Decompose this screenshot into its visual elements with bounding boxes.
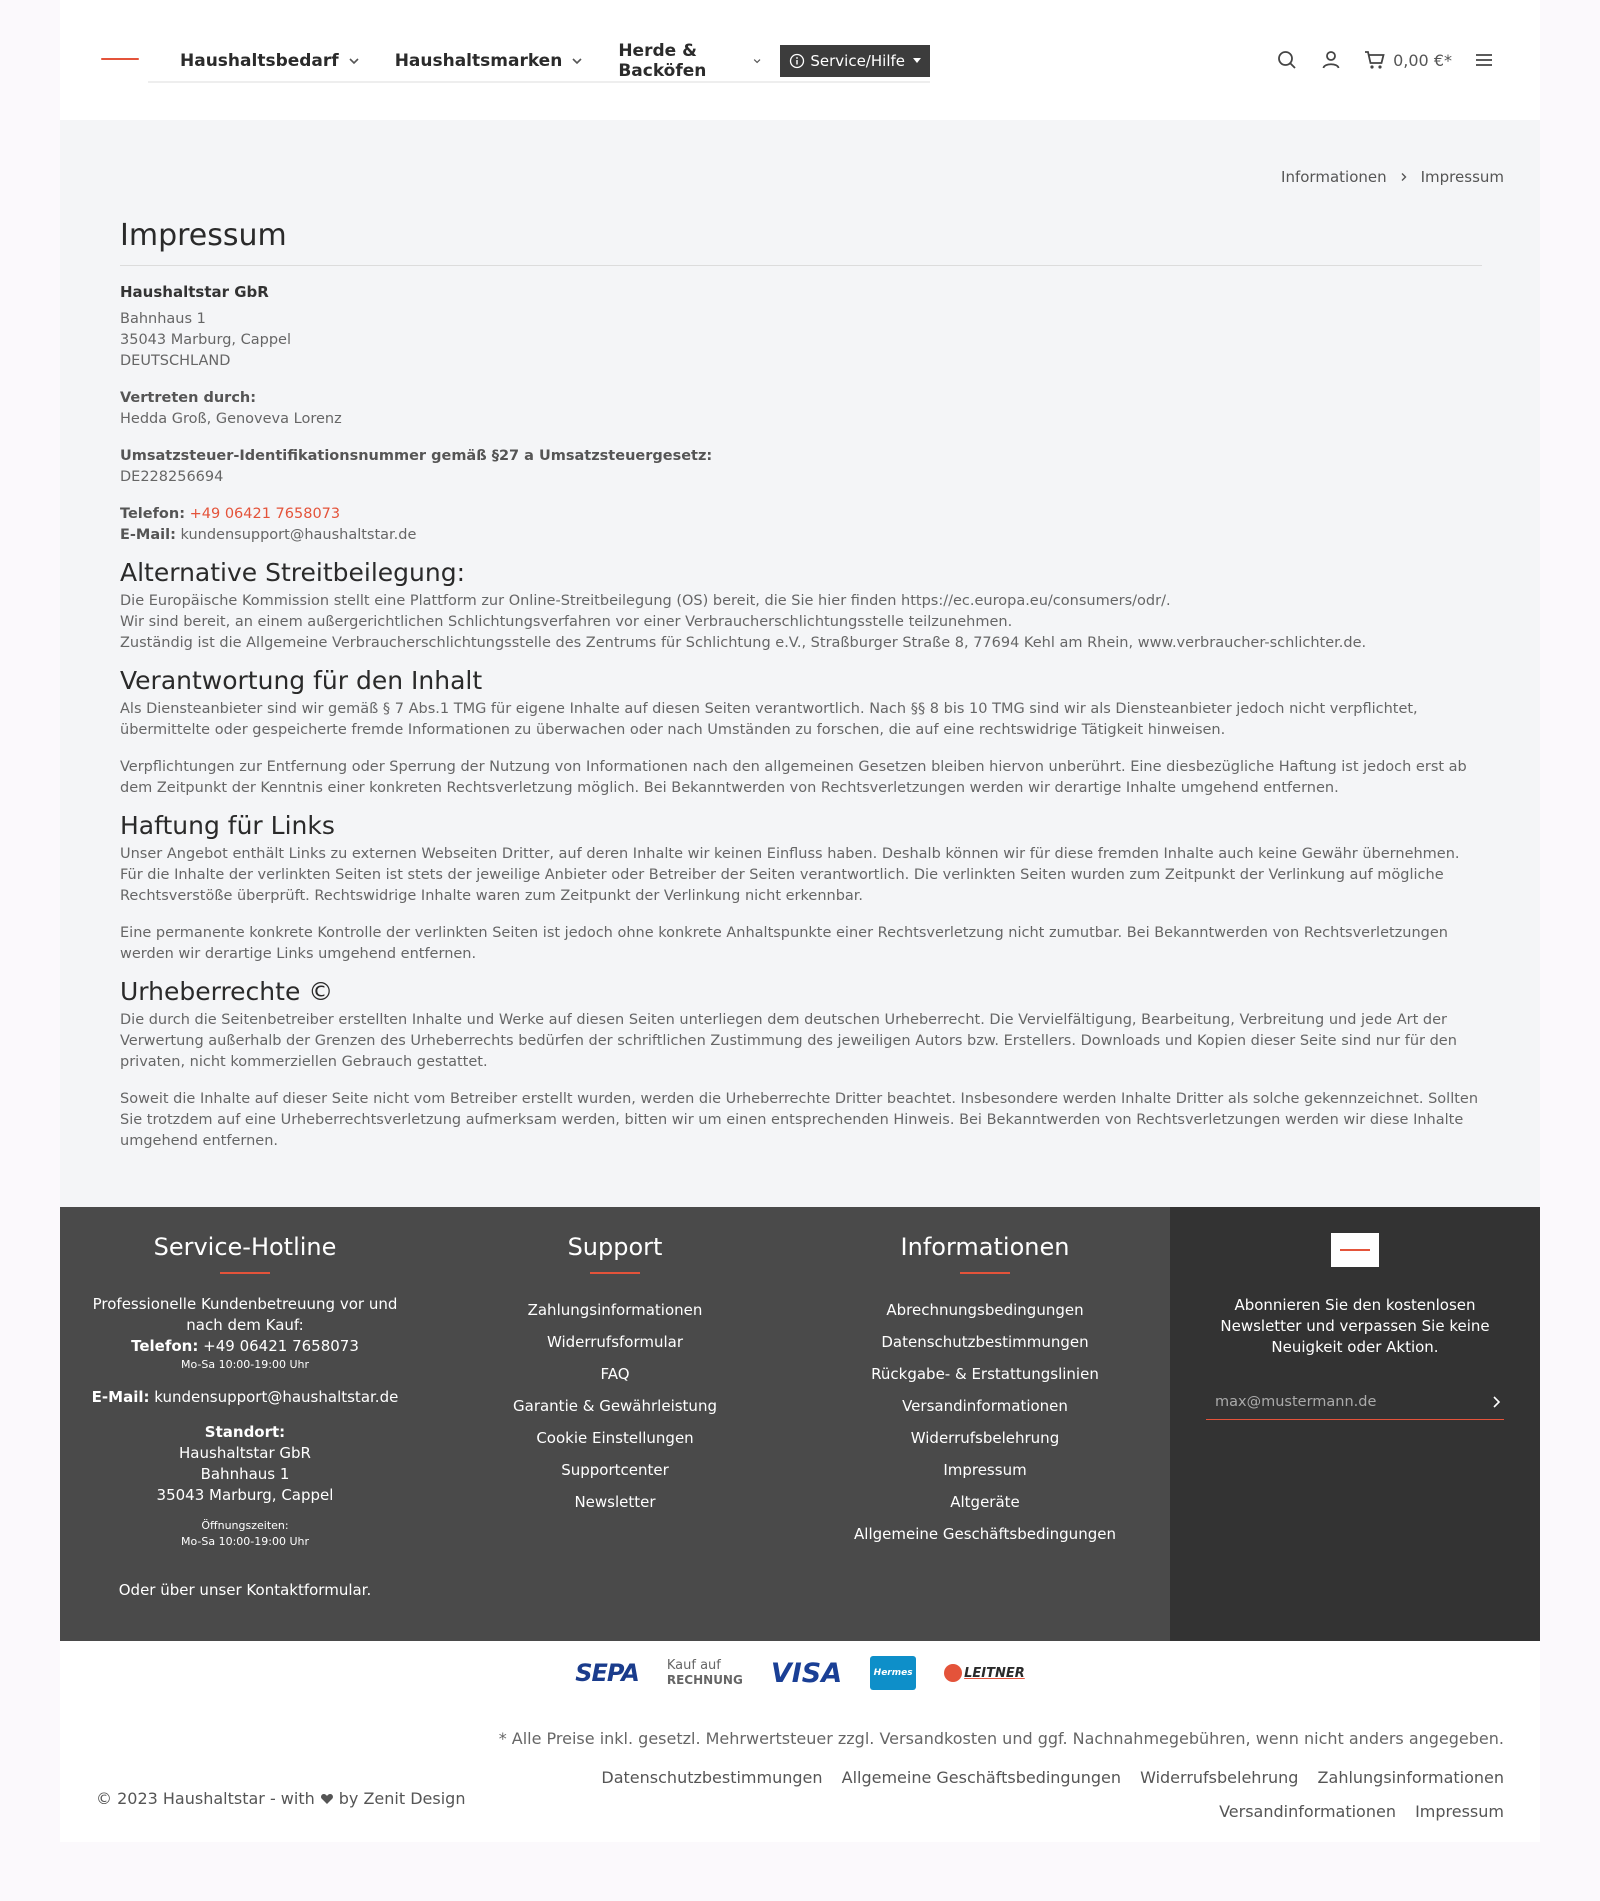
- footer-link[interactable]: Cookie Einstellungen: [536, 1429, 694, 1447]
- company-name: Haushaltstar GbR: [120, 283, 269, 301]
- heading-underline: [960, 1272, 1010, 1274]
- section-text: Die Europäische Kommission stellt eine Plattform zur Online-Streitbeilegung (OS) bereit, die Sie hier finden https://ec.europa.eu/consumers/odr/. Wir sind bereit, an einem außergerichtlichen Schlichtungsverfahren vor einer Verbraucherschlichtungsstelle teilzunehmen. Zuständig ist die Allgemeine Verbraucherschlichtungsstelle des Zentrums für Schlichtung e.V., Straßburger Straße 8, 77694 Kehl am Rhein, www.verbraucher-schlichter.de.: [120, 593, 1367, 651]
- newsletter-form: [1206, 1384, 1504, 1420]
- bottom-links: [544, 1761, 1504, 1829]
- footer-link[interactable]: Zahlungsinformationen: [527, 1301, 703, 1319]
- chevron-down-icon: [347, 54, 361, 68]
- breadcrumb-informationen[interactable]: Informationen: [1281, 168, 1387, 186]
- section-text: Soweit die Inhalte auf dieser Seite nicht vom Betreiber erstellt wurden, werden die Urheberrechte Dritter beachtet. Insbesondere werden Inhalte Dritter als solche gekennzeichnet. Sollten Sie trotzdem auf eine Urheberrechtsverletzung aufmerksam werden, bitten wir um einen entsprechenden Hinweis. Bei Bekanntwerden von Rechtsverletzungen werden wir diese Inhalte umgehend entfernen.: [120, 1091, 1479, 1149]
- section-text: Als Diensteanbieter sind wir gemäß § 7 Abs.1 TMG für eigene Inhalte auf diesen Seiten verantwortlich. Nach §§ 8 bis 10 TMG sind wir als Diensteanbieter jedoch nicht verpflichtet, übermittelte oder gespeicherte fremde Informationen zu überwachen oder nach Umständen zu forschen, die auf eine rechtswidrige Tätigkeit hinweisen.: [120, 701, 1418, 738]
- visa-logo: VISA: [770, 1657, 843, 1689]
- bottom-link[interactable]: Datenschutzbestimmungen: [601, 1768, 823, 1787]
- caret-down-icon: [913, 58, 921, 63]
- main-nav: [148, 40, 930, 83]
- footer-service-hotline: Service-Hotline Professionelle Kundenbetreuung vor und nach dem Kauf: Telefon: +49 06421 7658073 Mo-Sa 10:00-19:00 Uhr E-Mail: kundensupport@haushaltstar.de Standort: Haushaltstar GbR Bahnhaus 1 35043 Marburg, Cappel Öffnungszeiten: Mo-Sa 10:00-19:00 Uhr Oder über unser Kontaktformular.: [60, 1207, 430, 1641]
- bottom-bar: [60, 1641, 1540, 1842]
- leitner-logo: LEITNER: [944, 1656, 1025, 1690]
- footer-link[interactable]: Altgeräte: [950, 1493, 1020, 1511]
- footer-link[interactable]: Widerrufsformular: [546, 1333, 684, 1351]
- nav-item-herde-backoefen[interactable]: Herde & Backöfen: [618, 41, 762, 81]
- breadcrumb: [1281, 168, 1504, 186]
- phone-link[interactable]: +49 06421 7658073: [189, 506, 341, 522]
- bottom-link[interactable]: Widerrufsbelehrung: [1140, 1768, 1299, 1787]
- email-link[interactable]: kundensupport@haushaltstar.de: [180, 527, 417, 543]
- newsletter-logo: [1331, 1233, 1379, 1267]
- heart-icon: [320, 1792, 334, 1806]
- section-text: Eine permanente konkrete Kontrolle der verlinkten Seiten ist jedoch ohne konkrete Anhaltspunkte einer Rechtsverletzung nicht zumutbar. Bei Bekanntwerden von Rechtsverletzungen werden wir derartige Links umgehend entfernen.: [120, 925, 1448, 962]
- nav-item-haushaltsmarken[interactable]: Haushaltsmarken: [395, 51, 585, 71]
- invoice-logo: Kauf auf RECHNUNG: [666, 1658, 743, 1687]
- company-address: Bahnhaus 1 35043 Marburg, Cappel DEUTSCHLAND: [120, 311, 291, 369]
- hotline-phone[interactable]: +49 06421 7658073: [203, 1337, 359, 1355]
- site-footer: [60, 1207, 1540, 1641]
- section-title: Haftung für Links: [120, 811, 335, 840]
- represented-by: Vertreten durch: Hedda Groß, Genoveva Lorenz: [120, 390, 342, 427]
- chevron-down-icon: [752, 54, 762, 68]
- shop-logo[interactable]: [100, 50, 140, 68]
- vat-id: Umsatzsteuer-Identifikationsnummer gemäß §27 a Umsatzsteuergesetz: DE228256694: [120, 448, 713, 485]
- footer-link[interactable]: Rückgabe- & Erstattungslinien: [871, 1365, 1099, 1383]
- section-title: Verantwortung für den Inhalt: [120, 666, 483, 695]
- heading-underline: [220, 1272, 270, 1274]
- footer-informationen: Informationen Abrechnungsbedingungen Datenschutzbestimmungen Rückgabe- & Erstattungslinien Versandinformationen Widerrufsbelehrung Impressum Altgeräte Allgemeine Geschäftsbedingungen: [800, 1207, 1170, 1641]
- header-actions: [1255, 48, 1496, 72]
- copyright: © 2023 Haushaltstar - with by Zenit Design: [96, 1789, 466, 1808]
- section-text: Verpflichtungen zur Entfernung oder Sperrung der Nutzung von Informationen nach den allgemeinen Gesetzen bleiben hiervon unberührt. Eine diesbezügliche Haftung ist jedoch erst ab dem Zeitpunkt der Kenntnis einer konkreten Rechtsverletzung möglich. Bei Bekanntwerden von Rechtsverletzungen werden wir derartige Inhalte umgehend entfernen.: [120, 759, 1467, 796]
- info-icon: [789, 53, 805, 69]
- footer-newsletter: Abonnieren Sie den kostenlosen Newsletter und verpassen Sie keine Neuigkeit oder Aktion. max@mustermann.de: [1170, 1207, 1540, 1641]
- bottom-link[interactable]: Zahlungsinformationen: [1317, 1768, 1504, 1787]
- page-title: Impressum: [120, 218, 1482, 266]
- footer-link[interactable]: FAQ: [600, 1365, 630, 1383]
- footer-link[interactable]: Allgemeine Geschäftsbedingungen: [854, 1525, 1116, 1543]
- sepa-logo: SEPA: [575, 1659, 639, 1687]
- section-text: Die durch die Seitenbetreiber erstellten Inhalte und Werke auf diesen Seiten unterliegen dem deutschen Urheberrecht. Die Vervielfältigung, Bearbeitung, Verbreitung und jede Art der Verwertung außerhalb der Grenzen des Urheberrechts bedürfen der schriftlichen Zustimmung des jeweiligen Autors bzw. Erstellers. Downloads und Kopien dieser Seite sind nur für den privaten, nicht kommerziellen Gebrauch gestattet.: [120, 1012, 1457, 1070]
- footer-link[interactable]: Impressum: [943, 1461, 1027, 1479]
- footer-link[interactable]: Widerrufsbelehrung: [910, 1429, 1060, 1447]
- nav-item-haushaltsbedarf[interactable]: Haushaltsbedarf: [180, 51, 361, 71]
- contact-info: Telefon: +49 06421 7658073 E-Mail: kundensupport@haushaltstar.de: [120, 506, 417, 543]
- bottom-link[interactable]: Versandinformationen: [1219, 1802, 1396, 1821]
- cart-button[interactable]: [1363, 48, 1452, 72]
- service-help-button[interactable]: Service/Hilfe: [780, 45, 930, 77]
- payment-methods: [60, 1656, 1540, 1690]
- chevron-right-icon[interactable]: [1490, 1395, 1504, 1409]
- hotline-email[interactable]: kundensupport@haushaltstar.de: [154, 1388, 399, 1406]
- site-header: [60, 0, 1540, 120]
- bottom-link[interactable]: Allgemeine Geschäftsbedingungen: [841, 1768, 1122, 1787]
- menu-icon[interactable]: [1472, 48, 1496, 72]
- footer-link[interactable]: Abrechnungsbedingungen: [886, 1301, 1084, 1319]
- footer-support: Support Zahlungsinformationen Widerrufsformular FAQ Garantie & Gewährleistung Cookie Einstellungen Supportcenter Newsletter: [430, 1207, 800, 1641]
- impressum-content: [120, 218, 1482, 1152]
- footer-link[interactable]: Versandinformationen: [902, 1397, 1068, 1415]
- breadcrumb-impressum[interactable]: Impressum: [1420, 168, 1504, 186]
- newsletter-email-input[interactable]: [1206, 1394, 1466, 1410]
- chevron-down-icon: [570, 54, 584, 68]
- footer-link[interactable]: Datenschutzbestimmungen: [881, 1333, 1089, 1351]
- chevron-right-icon: [1399, 172, 1409, 182]
- footer-link[interactable]: Newsletter: [574, 1493, 656, 1511]
- contact-form-link[interactable]: Oder über unser Kontaktformular.: [118, 1581, 372, 1599]
- heading-underline: [590, 1272, 640, 1274]
- search-icon[interactable]: [1275, 48, 1299, 72]
- hermes-logo: Hermes: [870, 1656, 916, 1690]
- bottom-link[interactable]: Impressum: [1415, 1802, 1504, 1821]
- footer-link[interactable]: Supportcenter: [561, 1461, 669, 1479]
- vat-note: * Alle Preise inkl. gesetzl. Mehrwertsteuer zzgl. Versandkosten und ggf. Nachnahmegebühren, wenn nicht anders angegeben.: [498, 1729, 1504, 1748]
- main-content: [60, 120, 1540, 1207]
- account-icon[interactable]: [1319, 48, 1343, 72]
- section-text: Unser Angebot enthält Links zu externen Webseiten Dritter, auf deren Inhalte wir keinen Einfluss haben. Deshalb können wir für diese fremden Inhalte auch keine Gewähr übernehmen. Für die Inhalte der verlinkten Seiten ist stets der jeweilige Anbieter oder Betreiber der Seiten verantwortlich. Die verlinkten Seiten wurden zum Zeitpunkt der Verlinkung auf mögliche Rechtsverstöße überprüft. Rechtswidrige Inhalte waren zum Zeitpunkt der Verlinkung nicht erkennbar.: [120, 846, 1460, 904]
- zenit-design-link[interactable]: by Zenit Design: [338, 1789, 466, 1808]
- cart-icon: [1363, 48, 1387, 72]
- cart-total: 0,00 €*: [1393, 50, 1452, 70]
- section-title: Alternative Streitbeilegung:: [120, 558, 466, 587]
- footer-link[interactable]: Garantie & Gewährleistung: [513, 1397, 717, 1415]
- section-title: Urheberrechte ©: [120, 977, 334, 1006]
